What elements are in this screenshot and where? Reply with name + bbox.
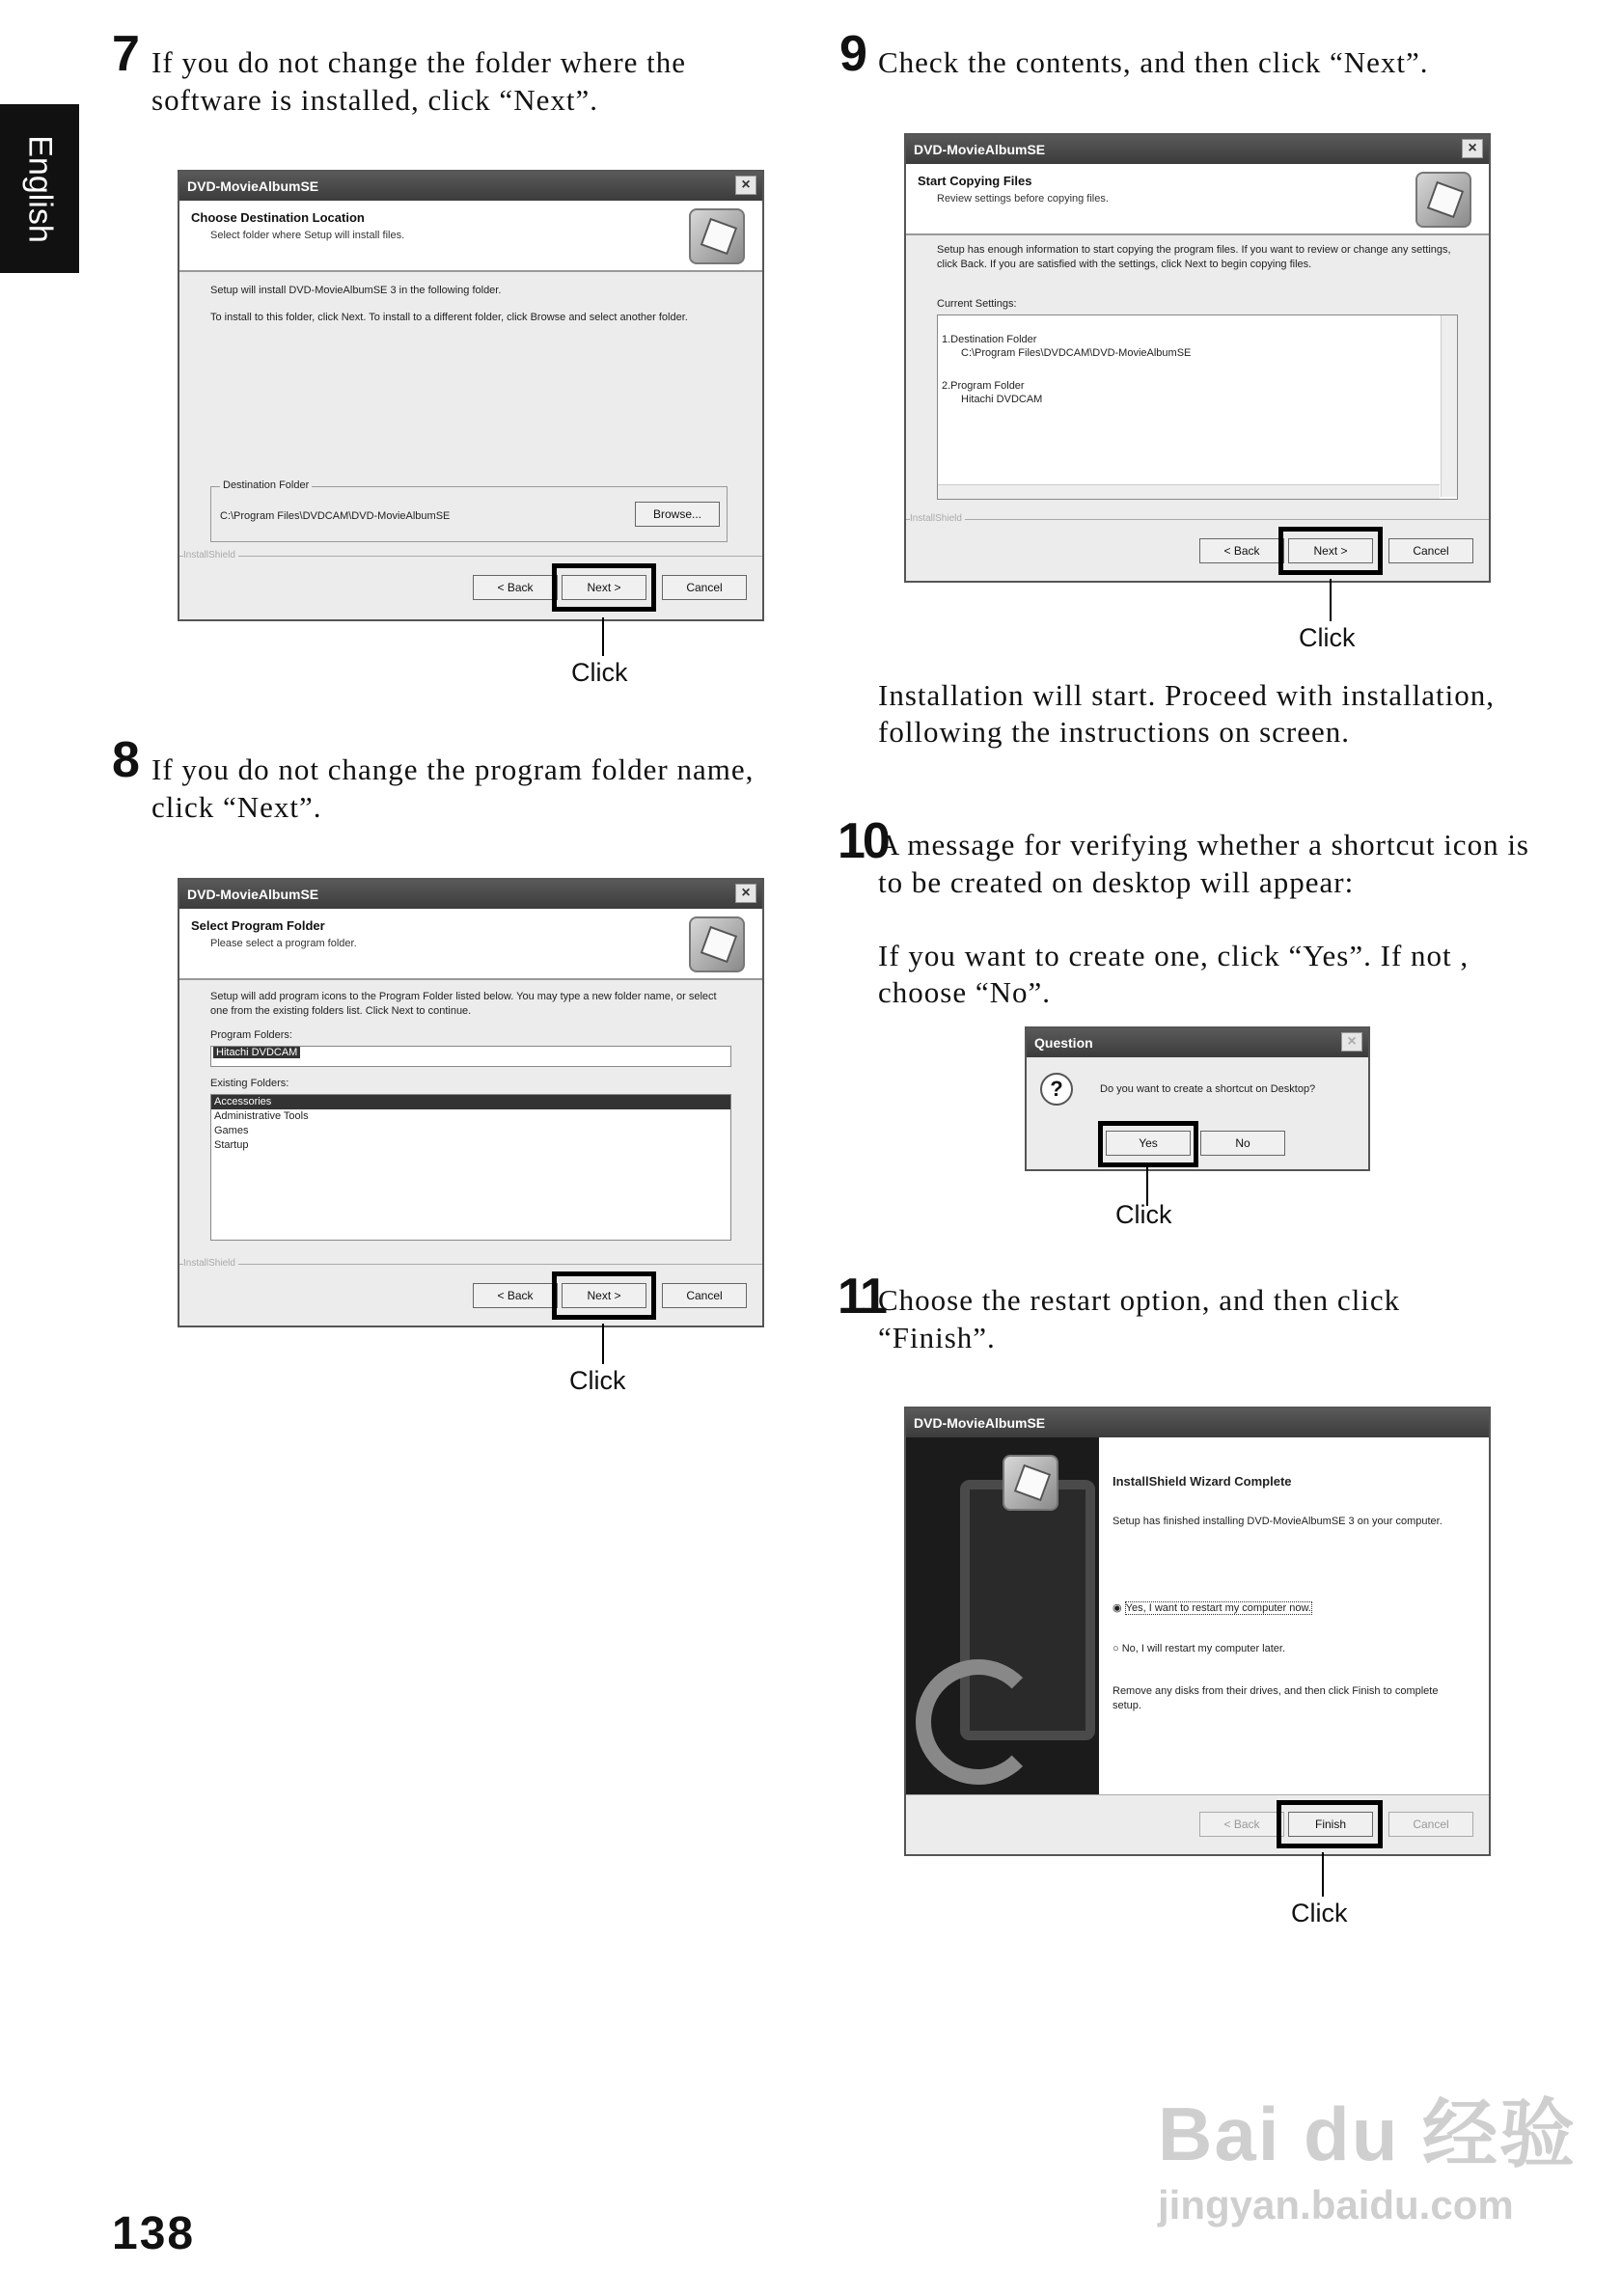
current-settings-label: Current Settings: bbox=[937, 298, 1017, 310]
footer-separator bbox=[906, 1794, 1489, 1795]
cancel-button[interactable]: Cancel bbox=[662, 575, 747, 600]
click-label: Click bbox=[1115, 1200, 1172, 1229]
installshield-label: InstallShield bbox=[910, 513, 965, 524]
language-tab-label: English bbox=[21, 134, 59, 243]
next-button[interactable]: Next > bbox=[562, 575, 646, 600]
close-icon[interactable]: × bbox=[1462, 139, 1483, 158]
restart-later-radio[interactable]: ○ No, I will restart my computer later. bbox=[1113, 1643, 1286, 1654]
callout-line bbox=[1322, 1852, 1324, 1897]
destination-location-dialog bbox=[178, 170, 764, 621]
cancel-button[interactable]: Cancel bbox=[1388, 538, 1473, 563]
baidu-watermark-url: jingyan.baidu.com bbox=[1158, 2182, 1514, 2228]
footer-separator bbox=[179, 556, 762, 557]
program-folder-input[interactable] bbox=[210, 1046, 731, 1067]
wizard-heading: InstallShield Wizard Complete bbox=[1113, 1474, 1292, 1489]
setup-box-icon bbox=[1415, 172, 1471, 228]
current-settings-box[interactable] bbox=[937, 314, 1458, 500]
restart-later-label: No, I will restart my computer later. bbox=[1121, 1643, 1286, 1654]
dialog-body-line-1: Setup has enough information to start copying the program files. If you want to review or change any settings, click Back. If you are satisfied with the settings, click Next to begin copying files. bbox=[937, 244, 1451, 270]
dest-folder-label: 1.Destination Folder bbox=[942, 334, 1037, 345]
step-9-text: Check the contents, and then click “Next”. bbox=[878, 45, 1429, 79]
dialog-title: Question bbox=[1034, 1035, 1093, 1051]
installshield-label: InstallShield bbox=[183, 550, 238, 560]
wizard-complete-dialog bbox=[904, 1407, 1491, 1856]
setup-box-icon bbox=[689, 208, 745, 264]
close-icon[interactable]: × bbox=[735, 176, 756, 195]
yes-highlight-box bbox=[1098, 1121, 1198, 1167]
dialog-body-line-2: To install to this folder, click Next. To install to a different folder, click Browse and select another folder. bbox=[210, 312, 688, 323]
existing-folders-list[interactable] bbox=[210, 1094, 731, 1241]
dialog-header bbox=[179, 909, 762, 980]
step-10-followup: If you want to create one, click “Yes”. If not , choose “No”. bbox=[878, 939, 1470, 1009]
program-folder-value: Hitachi DVDCAM bbox=[213, 1047, 300, 1058]
back-button[interactable]: < Back bbox=[1199, 538, 1284, 563]
wizard-content-panel bbox=[1099, 1437, 1489, 1794]
step-11-number: 11 bbox=[838, 1269, 885, 1325]
horizontal-scrollbar[interactable] bbox=[938, 484, 1440, 499]
callout-line bbox=[1330, 579, 1332, 621]
dialog-titlebar bbox=[179, 880, 762, 909]
next-button[interactable]: Next > bbox=[562, 1283, 646, 1308]
wizard-line-1: Setup has finished installing DVD-MovieAlbumSE 3 on your computer. bbox=[1113, 1516, 1442, 1527]
back-button[interactable]: < Back bbox=[473, 575, 558, 600]
yes-button[interactable]: Yes bbox=[1106, 1131, 1191, 1156]
dialog-title: DVD-MovieAlbumSE bbox=[187, 887, 319, 902]
dest-folder-value: C:\Program Files\DVDCAM\DVD-MovieAlbumSE bbox=[961, 347, 1192, 359]
click-label: Click bbox=[571, 658, 628, 687]
click-label: Click bbox=[569, 1366, 626, 1395]
dialog-header bbox=[906, 164, 1489, 235]
wizard-side-panel bbox=[906, 1437, 1099, 1794]
dialog-body-line-1: Setup will add program icons to the Program Folder listed below. You may type a new folder name, or select one from the existing folders list. Click Next to continue. bbox=[210, 991, 717, 1017]
next-button[interactable]: Next > bbox=[1288, 538, 1373, 563]
next-highlight-box bbox=[1278, 527, 1383, 575]
page-number: 138 bbox=[112, 2208, 196, 2259]
dialog-title: DVD-MovieAlbumSE bbox=[914, 142, 1046, 157]
setup-box-icon bbox=[689, 916, 745, 972]
back-button[interactable]: < Back bbox=[473, 1283, 558, 1308]
setup-box-icon bbox=[1003, 1455, 1058, 1511]
dialog-body-line-1: Setup will install DVD-MovieAlbumSE 3 in the following folder. bbox=[210, 285, 502, 296]
dialog-titlebar bbox=[179, 172, 762, 201]
wizard-line-2: Remove any disks from their drives, and then click Finish to complete setup. bbox=[1113, 1685, 1439, 1711]
click-label: Click bbox=[1291, 1899, 1348, 1927]
destination-folder-label: Destination Folder bbox=[220, 478, 312, 493]
step-8-text: If you do not change the program folder name, click “Next”. bbox=[151, 752, 755, 824]
restart-now-radio[interactable]: ◉ Yes, I want to restart my computer now. bbox=[1113, 1602, 1311, 1614]
step-8-number: 8 bbox=[112, 732, 137, 788]
list-item[interactable]: Administrative Tools bbox=[214, 1110, 309, 1122]
dialog-titlebar bbox=[906, 1408, 1489, 1437]
next-highlight-box bbox=[552, 1271, 656, 1320]
finish-highlight-box bbox=[1277, 1800, 1383, 1848]
step-9-number: 9 bbox=[839, 26, 865, 82]
back-button[interactable]: < Back bbox=[1199, 1812, 1284, 1837]
existing-folders-label: Existing Folders: bbox=[210, 1078, 289, 1089]
question-message: Do you want to create a shortcut on Desktop? bbox=[1100, 1083, 1316, 1095]
close-icon[interactable]: × bbox=[1341, 1032, 1362, 1052]
click-label: Click bbox=[1299, 623, 1356, 652]
no-button[interactable]: No bbox=[1200, 1131, 1285, 1156]
dialog-title: DVD-MovieAlbumSE bbox=[914, 1415, 1046, 1431]
question-dialog bbox=[1025, 1026, 1370, 1171]
dialog-heading: Start Copying Files bbox=[918, 174, 1032, 188]
next-highlight-box bbox=[552, 563, 656, 612]
dialog-subheading: Please select a program folder. bbox=[210, 938, 357, 949]
callout-line bbox=[602, 617, 604, 656]
close-icon[interactable]: × bbox=[735, 884, 756, 903]
finish-button[interactable]: Finish bbox=[1288, 1812, 1373, 1837]
dialog-title: DVD-MovieAlbumSE bbox=[187, 178, 319, 194]
step-10-text: A message for verifying whether a shortcut icon is to be created on desktop will appear: bbox=[878, 828, 1529, 899]
dialog-subheading: Review settings before copying files. bbox=[937, 193, 1109, 205]
footer-separator bbox=[906, 519, 1489, 520]
installshield-label: InstallShield bbox=[183, 1258, 238, 1269]
start-copying-dialog bbox=[904, 133, 1491, 583]
dialog-titlebar bbox=[906, 135, 1489, 164]
list-item[interactable]: Games bbox=[214, 1125, 249, 1136]
step-7-number: 7 bbox=[112, 26, 137, 82]
callout-line bbox=[602, 1324, 604, 1364]
language-tab bbox=[0, 104, 79, 273]
restart-now-label: Yes, I want to restart my computer now. bbox=[1125, 1602, 1311, 1614]
destination-path: C:\Program Files\DVDCAM\DVD-MovieAlbumSE bbox=[220, 510, 451, 522]
dialog-heading: Select Program Folder bbox=[191, 918, 325, 933]
step-9-followup: Installation will start. Proceed with installation, following the instructions on screen. bbox=[878, 678, 1496, 749]
footer-separator bbox=[179, 1264, 762, 1265]
dialog-subheading: Select folder where Setup will install files. bbox=[210, 230, 405, 241]
list-item[interactable]: Startup bbox=[214, 1139, 249, 1151]
list-item[interactable]: Accessories bbox=[211, 1095, 730, 1109]
step-11-text: Choose the restart option, and then click “Finish”. bbox=[878, 1283, 1401, 1354]
cancel-button[interactable]: Cancel bbox=[662, 1283, 747, 1308]
dialog-titlebar bbox=[1027, 1028, 1368, 1057]
baidu-watermark-logo: Bai du 经验 bbox=[1158, 2091, 1578, 2176]
step-10-number: 10 bbox=[838, 813, 888, 869]
program-folder-label: 2.Program Folder bbox=[942, 380, 1025, 392]
dialog-header bbox=[179, 201, 762, 272]
browse-button[interactable]: Browse... bbox=[635, 502, 720, 527]
vertical-scrollbar[interactable] bbox=[1441, 315, 1457, 497]
restart-arrow-icon bbox=[916, 1659, 1041, 1785]
step-7-text: If you do not change the folder where the software is installed, click “Next”. bbox=[151, 45, 687, 117]
dialog-heading: Choose Destination Location bbox=[191, 210, 365, 225]
program-folders-label: Program Folders: bbox=[210, 1029, 292, 1041]
question-mark-icon: ? bbox=[1040, 1073, 1073, 1106]
program-folder-dialog bbox=[178, 878, 764, 1327]
cancel-button[interactable]: Cancel bbox=[1388, 1812, 1473, 1837]
program-folder-value: Hitachi DVDCAM bbox=[961, 394, 1043, 405]
